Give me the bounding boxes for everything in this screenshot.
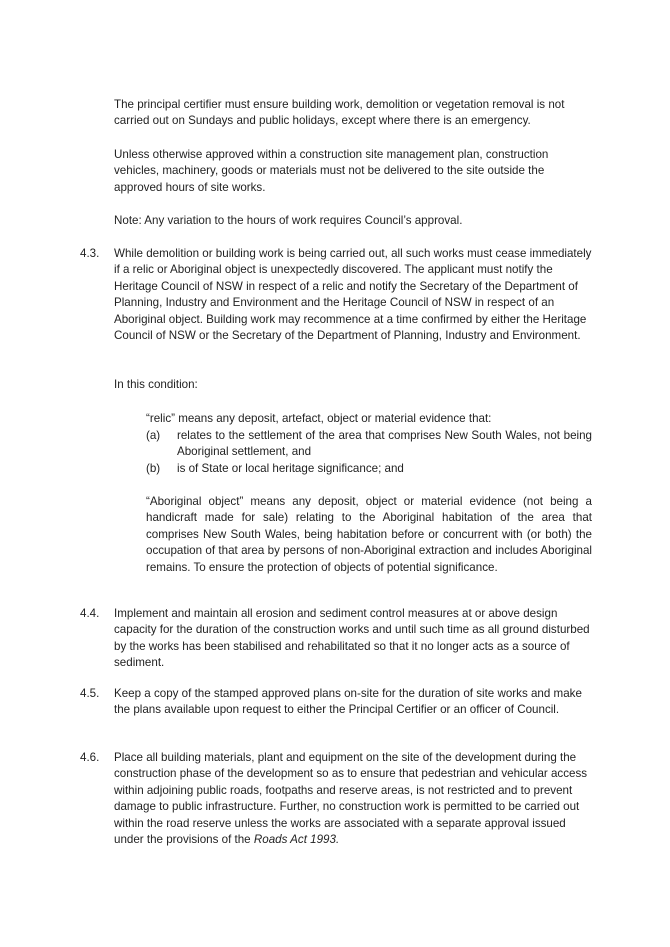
subitem-b-text: is of State or local heritage significance; and	[177, 462, 404, 475]
condition-number-4-5: 4.5.	[80, 687, 100, 700]
in-this-condition-label: In this condition:	[114, 378, 198, 391]
subitem-a-text: relates to the settlement of the area that comprises New South Wales, not being Aboriginal settlement, and	[177, 429, 592, 459]
intro-note: Note: Any variation to the hours of work requires Council’s approval.	[114, 214, 463, 227]
condition-paragraph-4-6	[114, 750, 592, 848]
subitem-a-label: (a)	[146, 429, 161, 442]
relic-definition: “relic” means any deposit, artefact, object or material evidence that:	[146, 412, 492, 425]
intro-paragraph-sundays: The principal certifier must ensure building work, demolition or vegetation removal is not carried out on Sundays and public holidays, except where there is an emergency.	[114, 98, 565, 128]
condition-number-4-6: 4.6.	[80, 751, 100, 764]
condition-text-4-3: While demolition or building work is being carried out, all such works must cease immediately if a relic or Aboriginal object is unexpectedly discovered. The applicant must notify the Heritage Council of NSW in respect of a relic and notify the Secretary of the Department of Planning, Industry and Environment and the Heritage Council of NSW in respect of an Aboriginal object. Building work may recommence at a time confirmed by either the Heritage Council of NSW or the Secretary of the Department of Planning, Industry and Environment.	[114, 247, 592, 343]
subitem-b-label: (b)	[146, 462, 161, 475]
condition-number-4-4: 4.4.	[80, 607, 100, 620]
aboriginal-object-definition: “Aboriginal object” means any deposit, object or material evidence (not being a handicraft made for sale) relating to the Aboriginal habitation of the area that comprises New South Wales, being habitation before or concurrent with (or both) the occupation of that area by persons of non-Aboriginal extraction and includes Aboriginal remains. To ensure the protection of objects of potential significance.	[146, 495, 592, 574]
intro-paragraph-deliveries: Unless otherwise approved within a construction site management plan, construction vehicles, machinery, goods or materials must not be delivered to the site outside the approved hours of site works.	[114, 148, 549, 194]
roads-act-reference: Roads Act 1993.	[253, 833, 340, 847]
condition-text-4-5: Keep a copy of the stamped approved plans on-site for the duration of site works and make the plans available upon request to either the Principal Certifier or an officer of Council.	[114, 687, 582, 717]
condition-text-4-6: Place all building materials, plant and equipment on the site of the development during the construction phase of the development so as to ensure that pedestrian and vehicular access within adjoining public roads, footpaths and reserve areas, is not restricted and to prevent damage to public infrastructure. Further, no construction work is permitted to be carried out within the road reserve unless the works are associated with a separate approval issued under the provisions of the	[114, 751, 588, 847]
condition-number-4-3: 4.3.	[80, 247, 100, 260]
condition-text-4-4: Implement and maintain all erosion and sediment control measures at or above design capacity for the duration of the construction works and until such time as all ground disturbed by the works has been stabilised and rehabilitated so that it no longer acts as a source of sediment.	[114, 607, 590, 670]
